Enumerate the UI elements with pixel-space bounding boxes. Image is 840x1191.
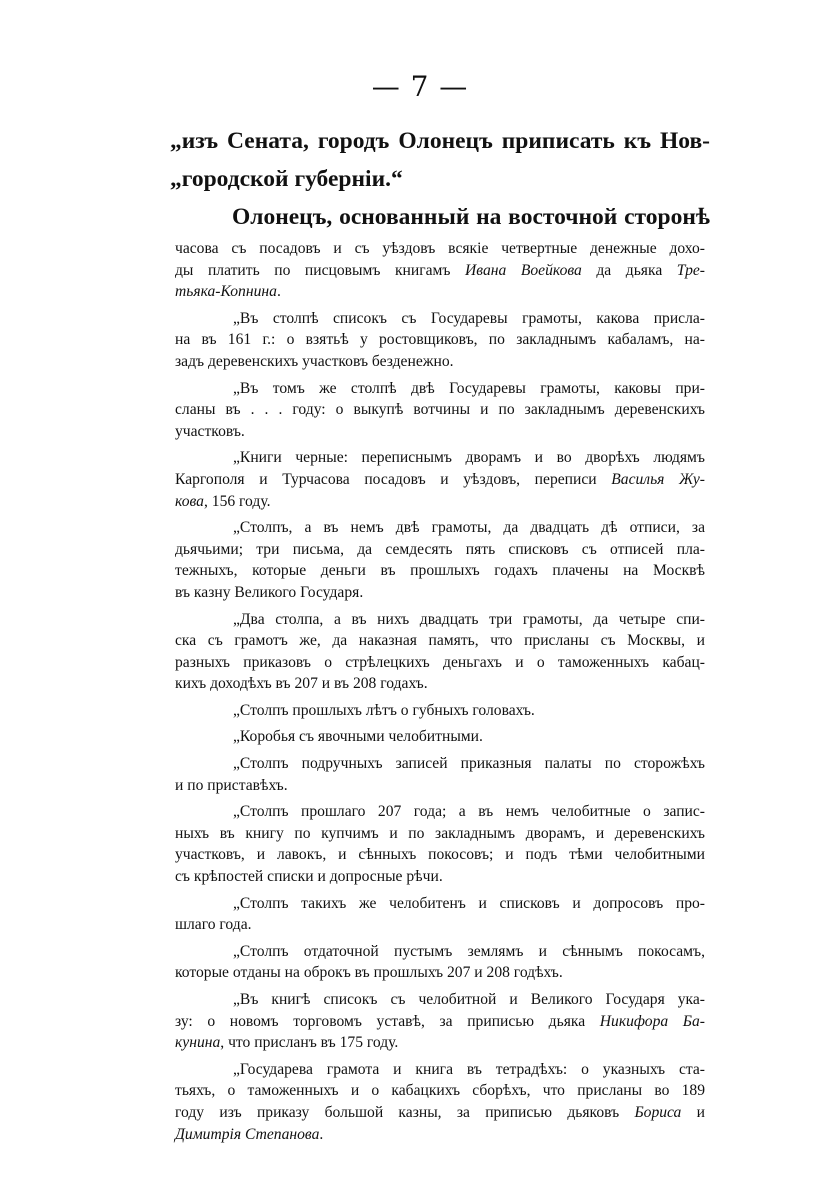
paragraph-line: разныхъ приказовъ о стрѣлецкихъ деньгахъ и о таможенныхъ кабац- [175, 653, 705, 671]
paragraph [175, 941, 705, 984]
paragraph-line: кунина, что присланъ въ 175 году. [175, 1034, 399, 1052]
paragraph-line: „Коробья съ явочными челобитными. [233, 728, 483, 746]
paragraph-line: ска съ грамотъ же, да наказная память, что присланы съ Москвы, и [175, 632, 705, 650]
paragraph-line: задъ деревенскихъ участковъ безденежно. [175, 352, 454, 370]
heading-line: Олонецъ, основанный на восточной сторонѣ [232, 204, 710, 230]
paragraph-line: съ крѣпостей списки и допросные рѣчи. [175, 868, 443, 886]
paragraph-line: „Два столпа, а въ нихъ двадцать три грамоты, да четыре спи- [233, 610, 705, 628]
paragraph-line: кихъ доходѣхъ въ 207 и въ 208 годахъ. [175, 675, 428, 693]
paragraph-line: кова, 156 году. [175, 492, 271, 510]
paragraph-line: шлаго года. [175, 916, 252, 934]
paragraph-line: „Книги черные: переписнымъ дворамъ и во дворѣхъ людямъ [233, 449, 705, 467]
paragraph-line: „Въ книгѣ списокъ съ челобитной и Великого Государя ука- [233, 991, 705, 1008]
paragraph [175, 893, 705, 936]
paragraph [175, 726, 705, 748]
paragraph [175, 517, 705, 603]
paragraph-line: Димитрія Степанова. [175, 1125, 324, 1143]
heading-line: „изъ Сената, городъ Олонецъ приписать къ Нов- [170, 128, 710, 154]
paragraph-line: часова съ посадовъ и съ уѣздовъ всякіе четвертные денежные дохо- [175, 240, 705, 257]
paragraph [175, 801, 705, 887]
paragraph-line: „Въ томъ же столпѣ двѣ Государевы грамоты, каковы при- [233, 379, 705, 397]
paragraph [175, 609, 705, 695]
paragraph [175, 753, 705, 796]
paragraph-line: въ казну Великого Государя. [175, 583, 364, 601]
paragraph-line: году изъ приказу большой казны, за приписью дьяковъ Бориса и [175, 1103, 705, 1121]
paragraph-line: тежныхъ, которые деньги въ прошлыхъ годахъ плачены на Москвѣ [175, 562, 705, 580]
paragraph-line: „Столпъ отдаточной пустымъ землямъ и сѣннымъ покосамъ, [233, 942, 705, 960]
heading-line: „городской губерніи.“ [170, 166, 403, 192]
paragraph-line: Каргополя и Турчасова посадовъ и уѣздовъ, переписи Василья Жу- [175, 470, 705, 488]
paragraph [175, 308, 705, 373]
paragraph-line: ды платить по писцовымъ книгамъ Ивана Воейкова да дьяка Тре- [175, 261, 705, 279]
paragraph [175, 1059, 705, 1145]
paragraph-line: тьяка-Копнина. [175, 283, 281, 301]
paragraph-line: и по приставѣхъ. [175, 776, 288, 794]
paragraph-line: которые отданы на оброкъ въ прошлыхъ 207 и 208 годѣхъ. [175, 964, 563, 982]
paragraph-line: сланы въ . . . году: о выкупѣ вотчины и по закладнымъ деревенскихъ [175, 401, 705, 419]
body-text [175, 238, 705, 1145]
paragraph-line: дьячьими; три письма, да семдесять пять списковъ съ отписей пла- [175, 540, 705, 558]
paragraph-line: „Столпъ прошлаго 207 года; а въ немъ челобитные о запис- [233, 803, 705, 821]
paragraph-line: „Столпъ подручныхъ записей приказныя палаты по сторожѣхъ [233, 755, 705, 773]
paragraph [175, 378, 705, 443]
paragraph-line: на въ 161 г.: о взятьѣ у ростовщиковъ, по закладнымъ кабаламъ, на- [175, 331, 705, 349]
paragraph-line: участковъ. [175, 422, 245, 440]
paragraph-line: ныхъ въ книгу по купчимъ и по закладнымъ дворамъ, и деревенскихъ [175, 824, 705, 842]
paragraph-line: „Столпъ такихъ же челобитенъ и списковъ и допросовъ про- [233, 894, 705, 912]
paragraph-line: „Столпъ, а въ немъ двѣ грамоты, да двадцать дѣ отписи, за [233, 519, 705, 537]
paragraph-line: участковъ, и лавокъ, и сѣнныхъ покосовъ; и подъ тѣми челобитными [175, 846, 705, 864]
paragraph [175, 238, 705, 303]
paragraph-line: тьяхъ, о таможенныхъ и о кабацкихъ сборѣхъ, что присланы во 189 [175, 1082, 705, 1100]
heading-block [170, 122, 710, 236]
paragraph [175, 447, 705, 512]
paragraph-line: „Государева грамота и книга въ тетрадѣхъ: о указныхъ ста- [233, 1060, 705, 1078]
page-number: — 7 — [371, 70, 469, 103]
paragraph [175, 700, 705, 722]
paragraph-line: „Въ столпѣ списокъ съ Государевы грамоты, какова присла- [233, 309, 705, 327]
paragraph-line: зу: о новомъ торговомъ уставѣ, за приписью дьяка Никифора Ба- [175, 1012, 705, 1030]
paragraph [175, 989, 705, 1054]
paragraph-line: „Столпъ прошлыхъ лѣтъ о губныхъ головахъ. [233, 701, 535, 719]
